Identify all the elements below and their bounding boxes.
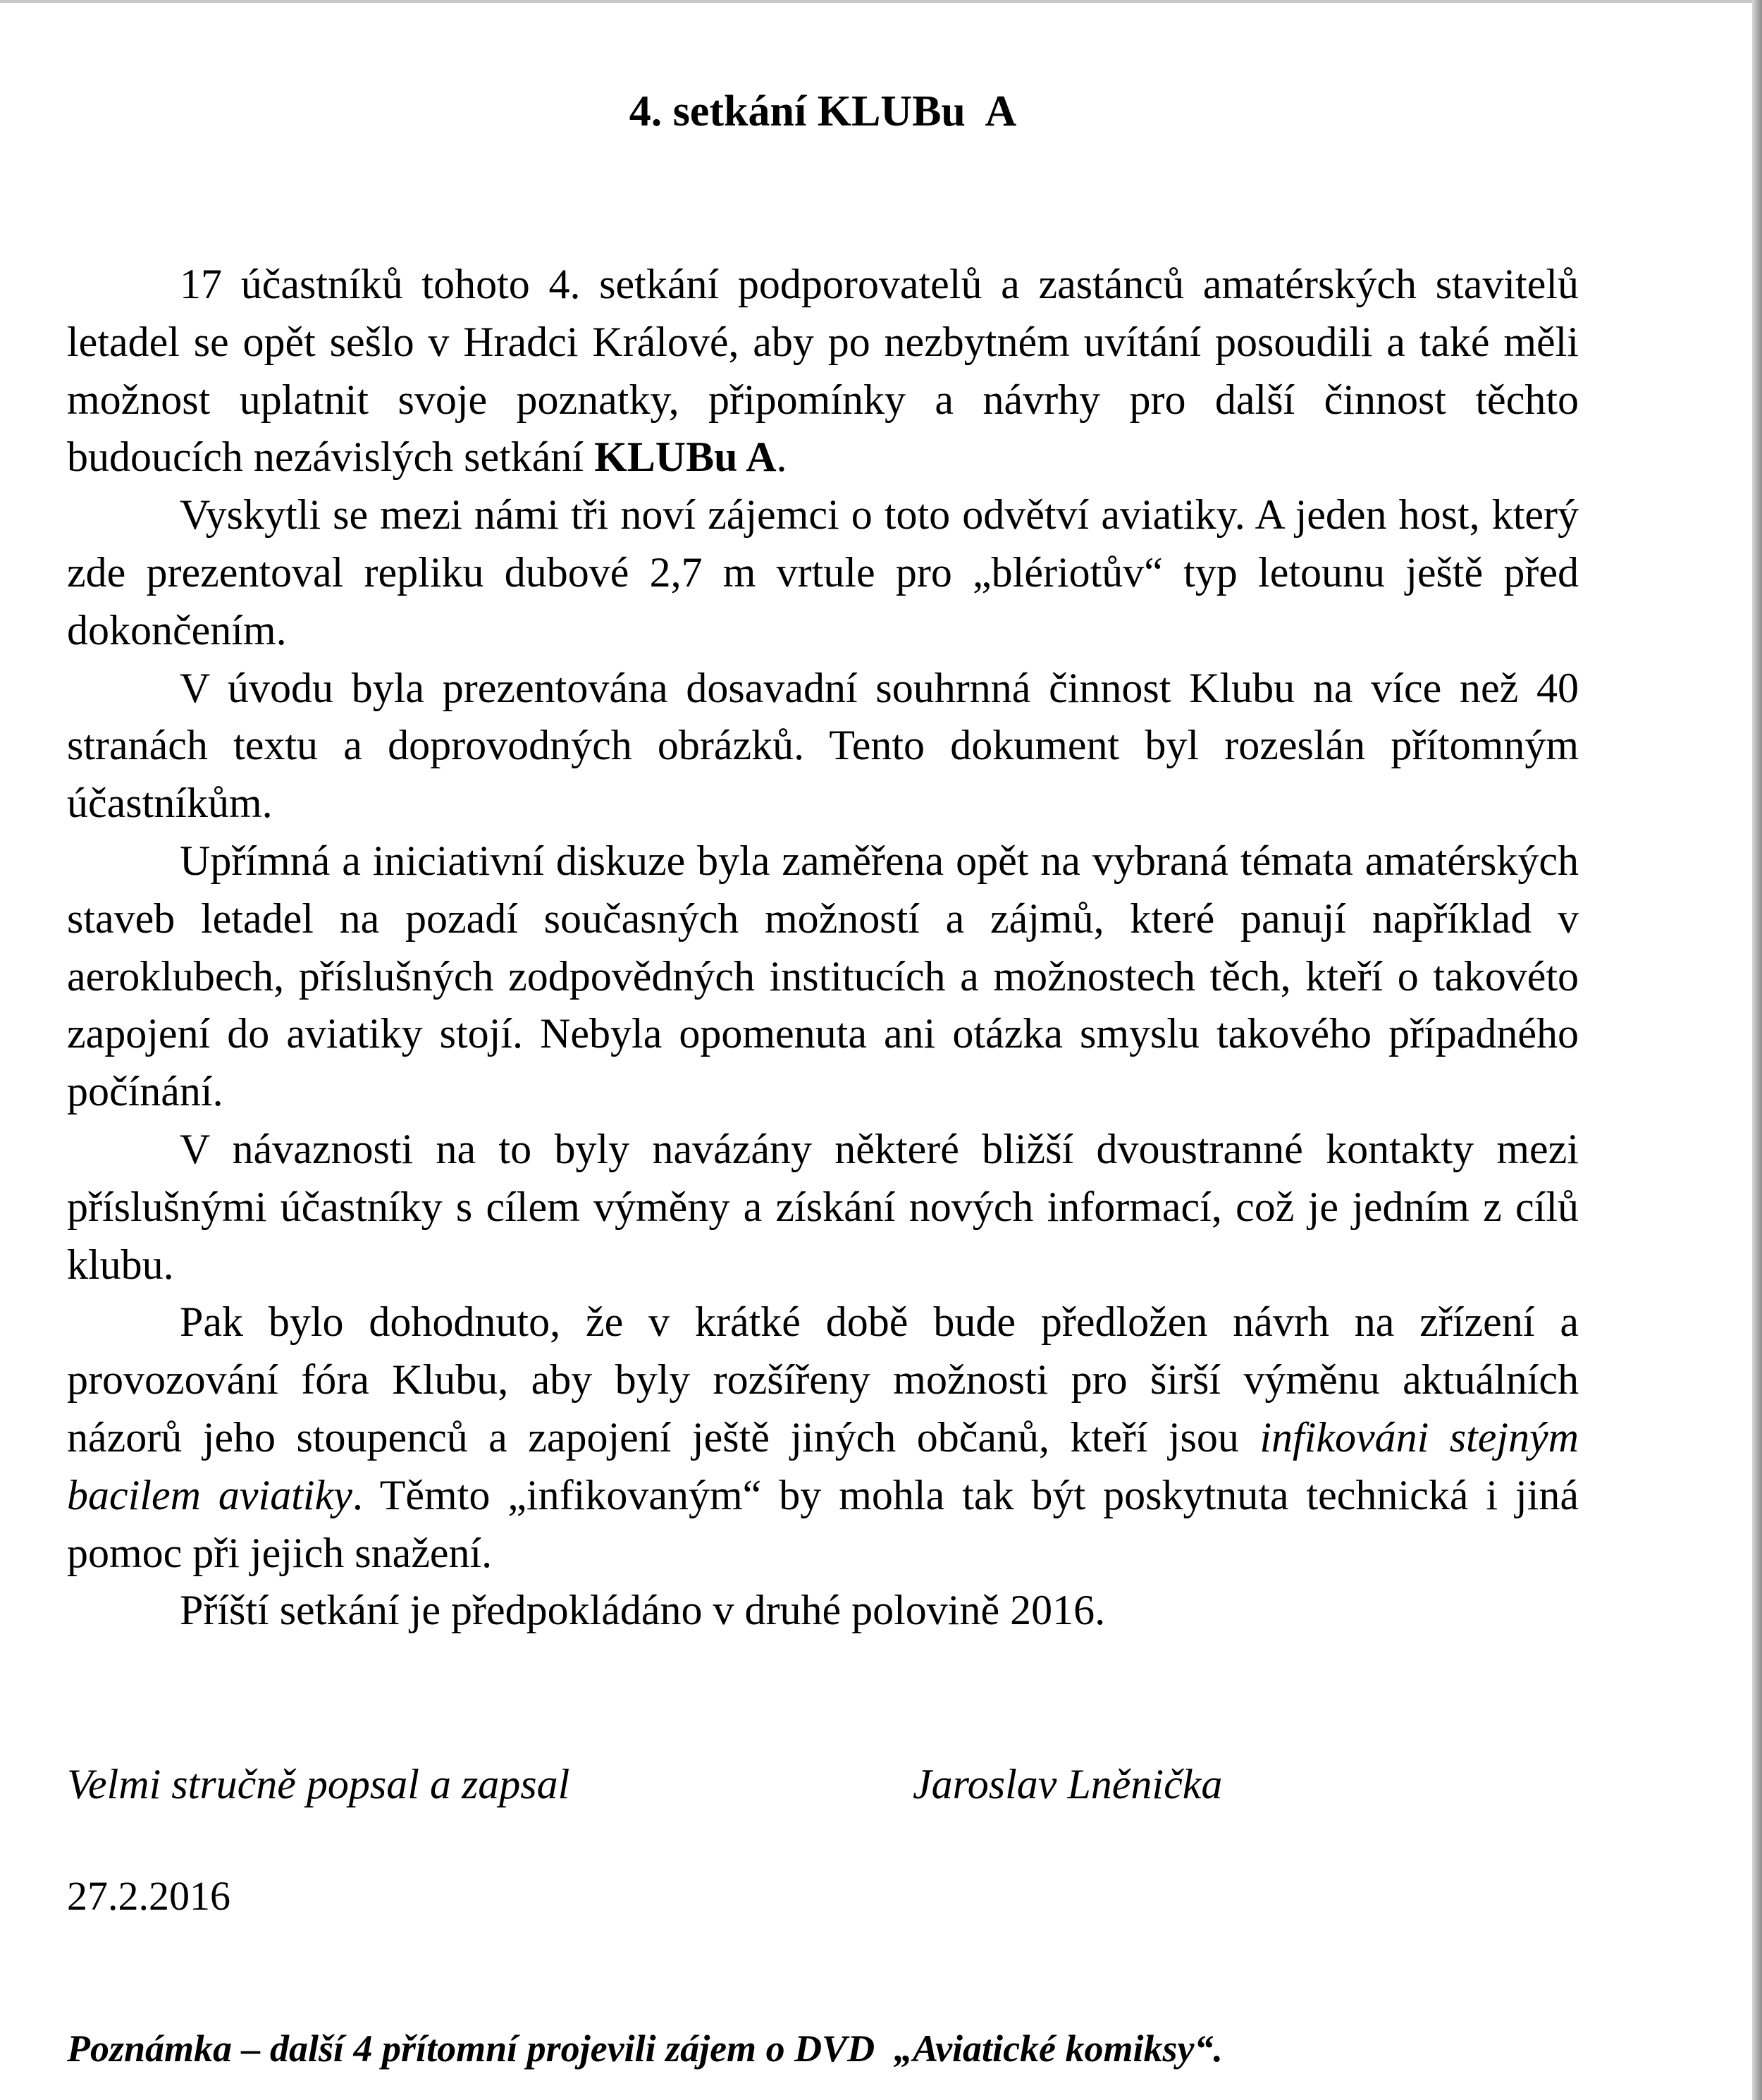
signature-line <box>67 1755 1579 1813</box>
paragraph-1-text: 17 účastníků tohoto 4. setkání podporovatelů a zastánců amatérských stavitelů letadel se opět sešlo v Hradci Králové, aby po nezbytném uvítání posoudili a také měli možnost uplatnit svoje poznatky, připomínky a návrhy pro další činnost těchto budoucích nezávislých setkání <box>67 261 1579 481</box>
document-date: 27.2.2016 <box>67 1873 230 1919</box>
italic-phrase: infikováni stejným bacilem aviatiky <box>67 1413 1579 1518</box>
document-body <box>67 256 1579 1640</box>
paragraph-3: V úvodu byla prezentována dosavadní souhrnná činnost Klubu na více než 40 stranách textu a doprovodných obrázků. Tento dokument byl rozeslán přítomným účastníkům. <box>67 664 1579 827</box>
signature-label: Velmi stručně popsal a zapsal <box>67 1761 570 1807</box>
paragraph-6-text: Pak bylo dohodnuto, že v krátké době bude předložen návrh na zřízení a provozování fóra Klubu, aby byly rozšířeny možnosti pro širší výměnu aktuálních názorů jeho stoupenců a zapojení ještě jiných občanů, kteří jsou <box>67 1298 1579 1461</box>
footnote: Poznámka – další 4 přítomní projevili zájem o DVD „Aviatické komiksy“. <box>67 2027 1223 2070</box>
paragraph-1 <box>67 256 1579 486</box>
paragraph-4: Upřímná a iniciativní diskuze byla zaměřena opět na vybraná témata amatérských staveb letadel na pozadí současných možností a zájmů, které panují například v aeroklubech, příslušných zodpovědných institucích a možnostech těch, kteří o takovéto zapojení do aviatiky stojí. Nebyla opomenuta ani otázka smyslu takového případného počínání. <box>67 837 1579 1115</box>
paragraph-5: V návaznosti na to byly navázány některé bližší dvoustranné kontakty mezi příslušnými účastníky s cílem výměny a získání nových informací, což je jedním z cílů klubu. <box>67 1125 1579 1288</box>
document-title: 4. setkání KLUBu A <box>629 87 1017 135</box>
page-border-right <box>1752 0 1762 2100</box>
signature-name: Jaroslav Lněnička <box>913 1761 1223 1807</box>
paragraph-6-end: . Těmto „infikovaným“ by mohla tak být poskytnuta technická i jiná pomoc při jejich snažení. <box>67 1471 1579 1576</box>
club-name-bold: KLUBu A <box>594 434 777 481</box>
page-border-top <box>0 0 1762 3</box>
paragraph-6 <box>67 1294 1579 1582</box>
paragraph-1-end: . <box>776 434 787 481</box>
paragraph-7: Příští setkání je předpokládáno v druhé polovině 2016. <box>180 1587 1106 1634</box>
paragraph-2: Vyskytli se mezi námi tři noví zájemci o toto odvětví aviatiky. A jeden host, který zde prezentoval repliku dubové 2,7 m vrtule pro „blériotův“ typ letounu ještě před dokončením. <box>67 491 1579 653</box>
